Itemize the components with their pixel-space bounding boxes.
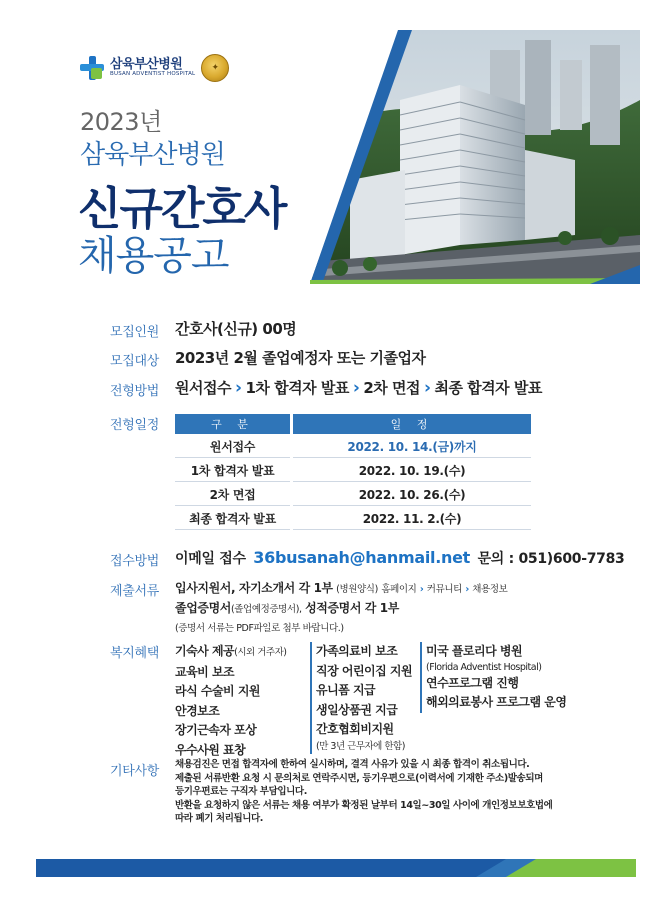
benefit-item: 미국 플로리다 병원 [426,644,523,658]
document-note: (증명서 서류는 PDF파일로 첨부 바랍니다.) [175,623,344,634]
benefit-item: 라식 수술비 지원 [175,684,261,698]
chevron-right-icon: › [234,377,242,398]
schedule-item: 최종 합격자 발표 [175,508,290,530]
documents-label: 제출서류 [110,584,160,599]
target-value: 2023년 2월 졸업예정자 또는 기졸업자 [175,349,426,367]
table-row [175,436,531,458]
schedule-date: 2022. 11. 2.(수) [293,508,531,530]
apply-label: 접수방법 [110,554,160,569]
document-item: 졸업증명서 [175,601,231,615]
table-row [175,508,531,530]
hospital-logo [80,54,229,82]
schedule-date: 2022. 10. 14.(금)까지 [293,436,531,458]
contact-text: 문의 : 051)600-7783 [477,551,625,567]
document-note: (병원양식) [336,584,378,595]
path-link[interactable]: 채용정보 [472,584,508,595]
hospital-building-image [310,30,640,284]
process-step: 2차 면접 [363,379,420,397]
schedule-date: 2022. 10. 26.(수) [293,484,531,506]
benefit-item: 생일상품권 지급 [316,702,398,717]
document-item: 성적증명서 각 1부 [305,601,399,615]
table-row [175,484,531,506]
column-header: 일 정 [293,414,531,434]
column-header: 구 분 [175,414,290,434]
hospital-name: 삼육부산병원 [80,140,225,170]
chevron-right-icon: › [423,377,431,398]
etc-label: 기타사항 [110,764,160,779]
benefits-column [175,642,286,760]
schedule-item: 1차 합격자 발표 [175,460,290,482]
page-title: 신규간호사 [78,182,286,235]
etc-line: 따라 폐기 처리됩니다. [175,813,264,824]
benefit-item: 간호협회비지원 [316,722,394,736]
etc-line: 제출된 서류반환 요청 시 문의처로 연락주시면, 등기우편으로(이력서에 기재한 주소)발송되며 [175,772,543,784]
benefit-item: 장기근속자 포상 [175,723,257,737]
table-row [175,460,531,482]
page-subtitle: 채용공고 [78,233,229,279]
benefits-column [310,642,412,754]
schedule-item: 원서접수 [175,436,290,458]
benefit-item: 안경보조 [175,703,220,718]
path-link[interactable]: 커뮤니티 [426,584,462,595]
document-item: 입사지원서, 자기소개서 각 1부 [175,581,333,595]
process-step: 최종 합격자 발표 [434,379,542,397]
documents-list [175,579,507,638]
benefit-item: 직장 어린이집 지원 [316,663,413,678]
document-note: (졸업예정증명서), [230,604,302,615]
chevron-right-icon: › [419,584,424,595]
etc-notes [175,758,552,826]
email-link[interactable]: 36busanah@hanmail.net [253,548,470,567]
path-link[interactable]: 홈페이지 [381,584,417,595]
process-step: 1차 합격자 발표 [245,379,349,397]
target-label: 모집대상 [110,354,160,369]
year-text: 2023년 [80,108,162,136]
etc-line: 반환을 요청하지 않은 서류는 채용 여부가 확정된 날부터 14일~30일 사이에 개인정보보호법에 [175,799,553,811]
chevron-right-icon: › [352,377,360,398]
recruit-count-value: 간호사(신규) 00명 [175,320,297,338]
benefit-note: (Florida Adventist Hospital) [426,661,542,673]
chevron-right-icon: › [465,584,469,595]
logo-name-ko: 삼육부산병원 [110,57,183,73]
benefit-item: 우수사원 표창 [175,742,246,757]
benefit-item: 해외의료봉사 프로그램 운영 [426,695,567,709]
benefits-column [420,642,566,713]
schedule-date: 2022. 10. 19.(수) [293,460,531,482]
process-label: 전형방법 [110,384,160,399]
etc-line: 등기우편료는 구직자 부담입니다. [175,786,307,797]
benefit-note: (시외 거주자) [234,647,287,658]
footer-decor-bar [36,859,636,877]
process-step: 원서접수 [175,379,231,397]
etc-line: 채용검진은 면접 합격자에 한하여 실시하며, 결격 사유가 있을 시 최종 합격이 취소됩니다. [175,759,530,770]
benefit-item: 유니폼 지급 [316,683,376,697]
benefit-note: (만 3년 근무자에 한함) [316,740,405,752]
cross-logo-icon [80,56,104,80]
process-steps [175,377,542,398]
benefits-label: 복지혜택 [110,646,160,661]
recruit-count-label: 모집인원 [110,325,160,340]
schedule-item: 2차 면접 [175,484,290,506]
benefit-item: 기숙사 제공 [175,644,235,658]
logo-name-en: BUSAN ADVENTIST HOSPITAL [110,70,196,77]
apply-method [175,548,624,568]
benefit-item: 교육비 보조 [175,664,235,679]
schedule-table [175,414,531,530]
seal-emblem-icon: ✦ [201,54,229,82]
schedule-label: 전형일정 [110,418,160,433]
apply-method-text: 이메일 접수 [175,551,246,567]
table-header [175,414,531,434]
benefit-item: 연수프로그램 진행 [426,675,519,690]
benefit-item: 가족의료비 보조 [316,644,398,658]
